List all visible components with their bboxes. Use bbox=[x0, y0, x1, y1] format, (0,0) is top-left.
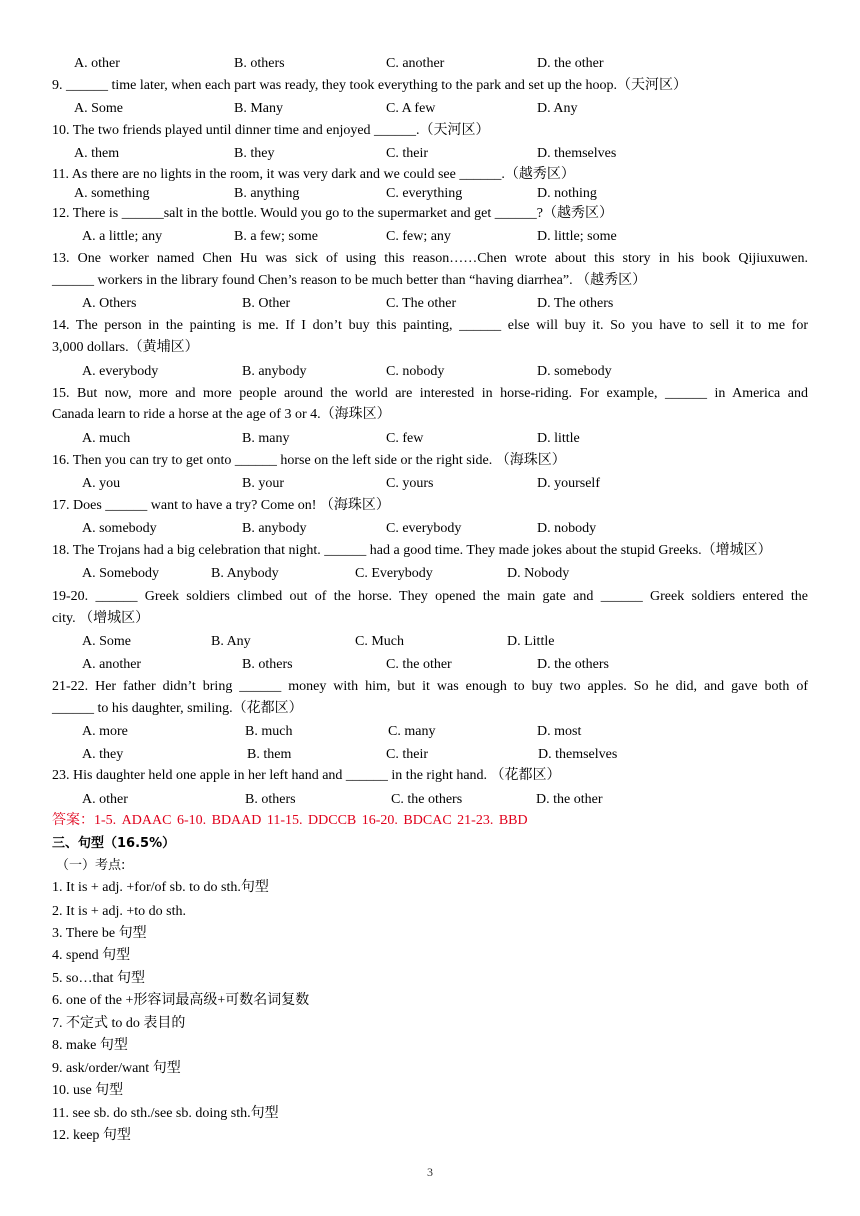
question-13-line-2: ______ workers in the library found Chen’s reason to be much better than “having diarrhea”. （越秀区） bbox=[52, 273, 647, 288]
option-d: D. little bbox=[537, 431, 580, 446]
option-c: C. Everybody bbox=[355, 566, 433, 581]
options-row bbox=[0, 791, 860, 809]
option-b: B. anything bbox=[234, 186, 300, 201]
list-item: 7. 不定式 to do 表目的 bbox=[52, 1016, 186, 1031]
option-d: D. themselves bbox=[537, 146, 617, 161]
options-row bbox=[0, 633, 860, 651]
option-c: C. nobody bbox=[386, 364, 445, 379]
question-15-line-2: Canada learn to ride a horse at the age of 3 or 4.（海珠区） bbox=[52, 407, 391, 422]
option-a: A. somebody bbox=[82, 521, 157, 536]
option-b: B. others bbox=[245, 792, 296, 807]
option-b: B. many bbox=[242, 431, 290, 446]
option-b: B. your bbox=[242, 476, 284, 491]
section-title: 三、句型（16.5%） bbox=[52, 836, 176, 851]
list-item: 11. see sb. do sth./see sb. doing sth.句型 bbox=[52, 1106, 279, 1121]
option-a: A. they bbox=[82, 747, 124, 762]
question-19-20-line-1: 19-20. ______ Greek soldiers climbed out of the horse. They opened the main gate and ______ Greek soldiers entered the bbox=[52, 589, 808, 604]
question-14-line-1: 14. The person in the painting is me. If I don’t buy this painting, ______ else will buy it. So you have to sell it to me for bbox=[52, 318, 808, 333]
option-c: C. their bbox=[386, 146, 428, 161]
option-d: D. most bbox=[537, 724, 582, 739]
option-a: A. Some bbox=[74, 101, 123, 116]
option-d: D. The others bbox=[537, 296, 614, 311]
question-9: 9. ______ time later, when each part was ready, they took everything to the park and set up the hoop.（天河区） bbox=[52, 78, 687, 93]
option-b: B. Any bbox=[211, 634, 251, 649]
list-item: 5. so…that 句型 bbox=[52, 971, 145, 986]
option-a: A. another bbox=[82, 657, 142, 672]
option-a: A. a little; any bbox=[82, 229, 163, 244]
option-a: A. everybody bbox=[82, 364, 159, 379]
option-c: C. another bbox=[386, 56, 445, 71]
options-row bbox=[0, 145, 860, 163]
option-c: C. the others bbox=[391, 792, 463, 807]
answer-key: 答案：1-5. ADAAC 6-10. BDAAD 11-15. DDCCB 16-20. BDCAC 21-23. BBD bbox=[52, 813, 528, 828]
option-d: D. the other bbox=[537, 56, 604, 71]
option-b: B. anybody bbox=[242, 364, 307, 379]
option-a: A. much bbox=[82, 431, 131, 446]
option-b: B. anybody bbox=[242, 521, 307, 536]
question-13-line-1: 13. One worker named Chen Hu was sick of using this reason……Chen wrote about this story in his book Qijiuxuwen. bbox=[52, 251, 808, 266]
options-row bbox=[0, 746, 860, 764]
option-b: B. Many bbox=[234, 101, 283, 116]
options-row bbox=[0, 295, 860, 313]
options-row bbox=[0, 100, 860, 118]
option-b: B. them bbox=[247, 747, 292, 762]
options-row bbox=[0, 520, 860, 538]
question-10: 10. The two friends played until dinner time and enjoyed ______.（天河区） bbox=[52, 123, 490, 138]
question-15-line-1: 15. But now, more and more people around the world are interested in horse-riding. For example, ______ in America and bbox=[52, 386, 808, 401]
option-b: B. they bbox=[234, 146, 275, 161]
option-c: C. their bbox=[386, 747, 428, 762]
list-item: 10. use 句型 bbox=[52, 1083, 124, 1098]
question-16: 16. Then you can try to get onto ______ horse on the left side or the right side. （海珠区） bbox=[52, 453, 566, 468]
option-b: B. others bbox=[234, 56, 285, 71]
question-12: 12. There is ______salt in the bottle. Would you go to the supermarket and get ______?（越秀区） bbox=[52, 206, 613, 221]
option-a: A. something bbox=[74, 186, 150, 201]
option-a: A. Some bbox=[82, 634, 131, 649]
option-d: D. yourself bbox=[537, 476, 600, 491]
options-row bbox=[0, 656, 860, 674]
option-a: A. Others bbox=[82, 296, 137, 311]
question-21-22-line-1: 21-22. Her father didn’t bring ______ money with him, but it was enough to buy two apples. So he did, and gave both of bbox=[52, 679, 808, 694]
option-b: B. Other bbox=[242, 296, 291, 311]
option-b: B. others bbox=[242, 657, 293, 672]
list-item: 3. There be 句型 bbox=[52, 926, 147, 941]
options-row bbox=[0, 55, 860, 73]
question-17: 17. Does ______ want to have a try? Come on! （海珠区） bbox=[52, 498, 390, 513]
option-c: C. everybody bbox=[386, 521, 462, 536]
option-b: B. a few; some bbox=[234, 229, 318, 244]
options-row bbox=[0, 185, 860, 203]
options-row bbox=[0, 228, 860, 246]
option-d: D. little; some bbox=[537, 229, 617, 244]
option-b: B. Anybody bbox=[211, 566, 279, 581]
option-c: C. many bbox=[388, 724, 436, 739]
question-19-20-line-2: city. （增城区） bbox=[52, 611, 150, 626]
option-c: C. Much bbox=[355, 634, 404, 649]
option-d: D. themselves bbox=[538, 747, 618, 762]
option-d: D. Little bbox=[507, 634, 555, 649]
options-row bbox=[0, 363, 860, 381]
option-c: C. yours bbox=[386, 476, 434, 491]
options-row bbox=[0, 565, 860, 583]
options-row bbox=[0, 723, 860, 741]
list-item: 9. ask/order/want 句型 bbox=[52, 1061, 181, 1076]
list-item: 8. make 句型 bbox=[52, 1038, 128, 1053]
list-item: 12. keep 句型 bbox=[52, 1128, 131, 1143]
list-item: 6. one of the +形容词最高级+可数名词复数 bbox=[52, 993, 310, 1008]
list-item: 2. It is + adj. +to do sth. bbox=[52, 904, 187, 919]
option-c: C. everything bbox=[386, 186, 463, 201]
question-11: 11. As there are no lights in the room, it was very dark and we could see ______.（越秀区） bbox=[52, 167, 575, 182]
option-c: C. the other bbox=[386, 657, 452, 672]
option-b: B. much bbox=[245, 724, 293, 739]
question-21-22-line-2: ______ to his daughter, smiling.（花都区） bbox=[52, 701, 303, 716]
options-row bbox=[0, 430, 860, 448]
page-number: 3 bbox=[427, 1165, 433, 1179]
question-23: 23. His daughter held one apple in her left hand and ______ in the right hand. （花都区） bbox=[52, 768, 561, 783]
option-a: A. more bbox=[82, 724, 128, 739]
option-d: D. Nobody bbox=[507, 566, 570, 581]
section-subtitle: （一）考点: bbox=[56, 858, 126, 873]
option-d: D. somebody bbox=[537, 364, 612, 379]
option-a: A. Somebody bbox=[82, 566, 159, 581]
option-a: A. other bbox=[74, 56, 120, 71]
option-d: D. the others bbox=[537, 657, 609, 672]
options-row bbox=[0, 475, 860, 493]
option-c: C. few bbox=[386, 431, 424, 446]
option-a: A. them bbox=[74, 146, 120, 161]
question-18: 18. The Trojans had a big celebration that night. ______ had a good time. They made jokes about the stupid Greeks.（增城区） bbox=[52, 543, 772, 558]
option-a: A. other bbox=[82, 792, 128, 807]
option-c: C. few; any bbox=[386, 229, 451, 244]
option-c: C. A few bbox=[386, 101, 436, 116]
list-item: 4. spend 句型 bbox=[52, 948, 131, 963]
list-item: 1. It is + adj. +for/of sb. to do sth.句型 bbox=[52, 880, 269, 895]
option-a: A. you bbox=[82, 476, 121, 491]
question-14-line-2: 3,000 dollars.（黄埔区） bbox=[52, 340, 199, 355]
option-d: D. Any bbox=[537, 101, 578, 116]
option-d: D. the other bbox=[536, 792, 603, 807]
option-d: D. nothing bbox=[537, 186, 597, 201]
option-c: C. The other bbox=[386, 296, 457, 311]
option-d: D. nobody bbox=[537, 521, 597, 536]
